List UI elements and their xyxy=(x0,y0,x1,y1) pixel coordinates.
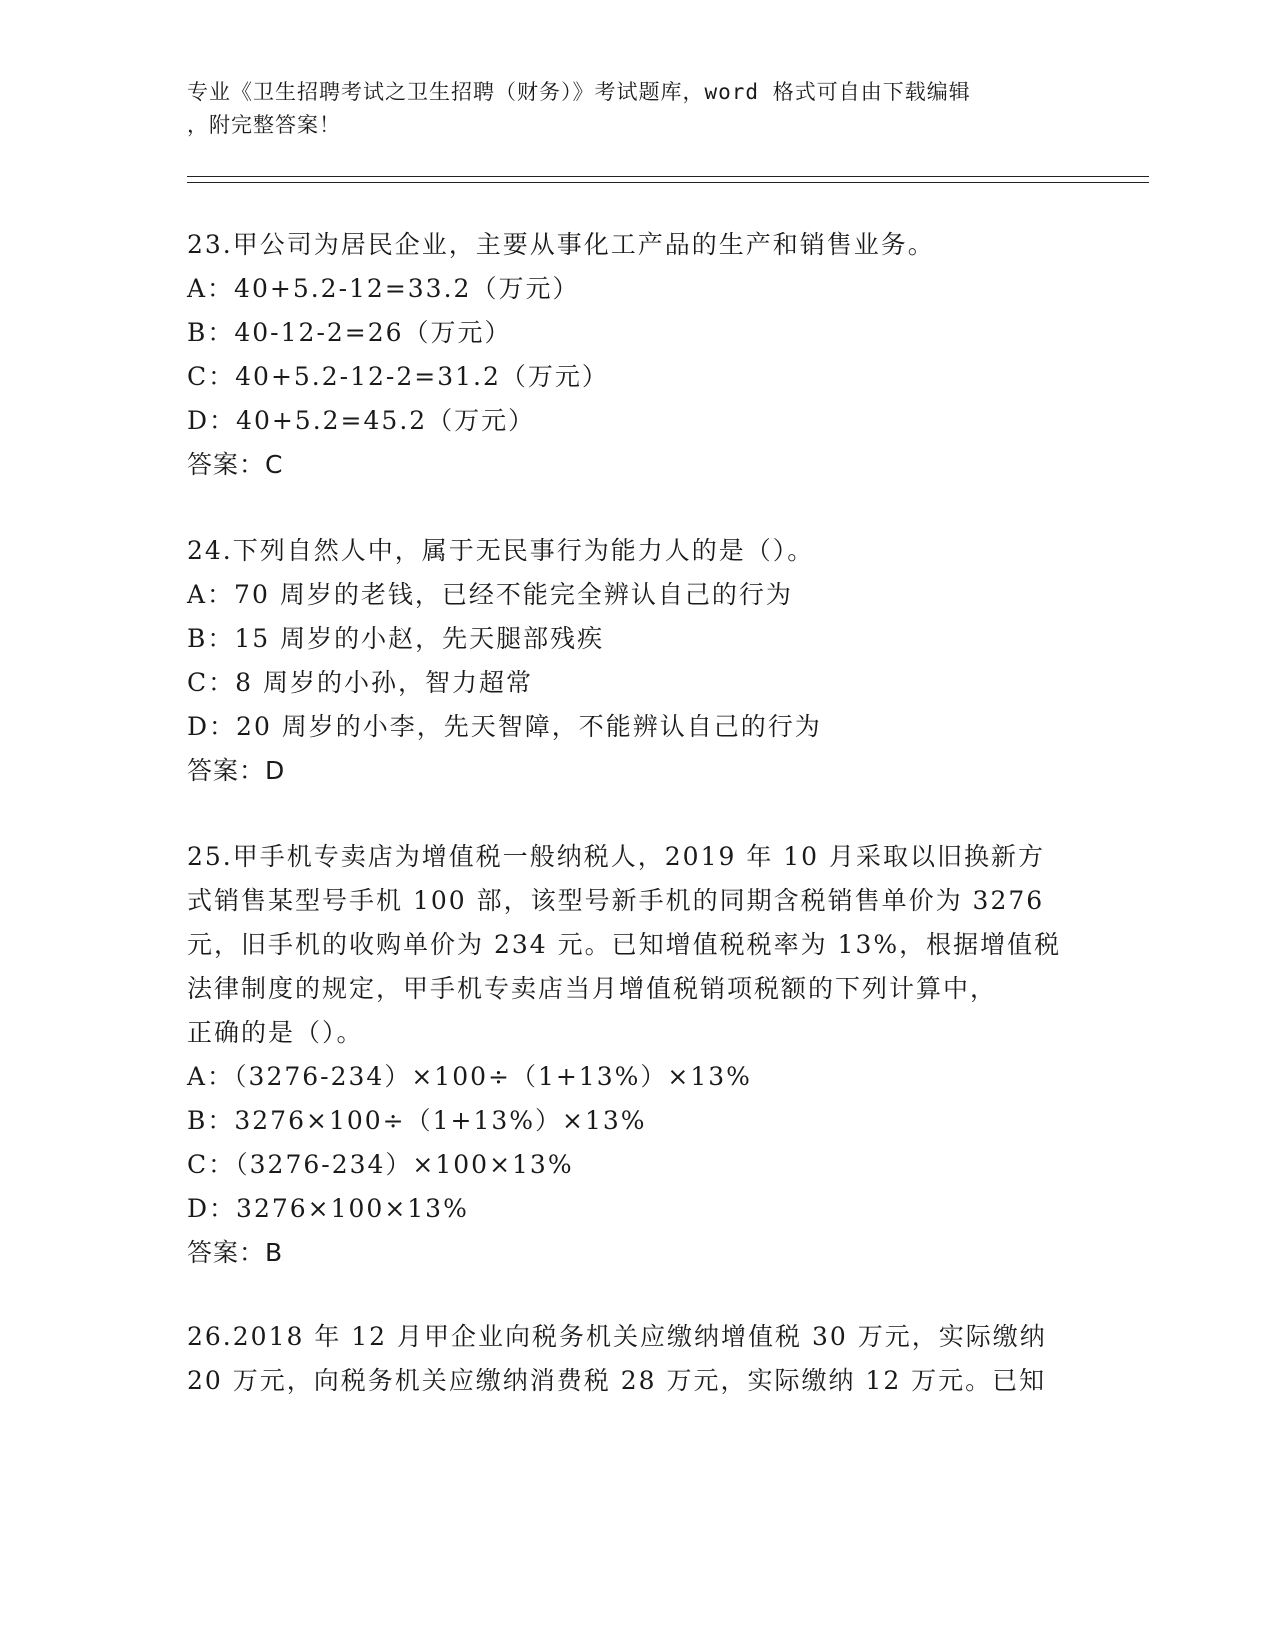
question-24-option-d: D：20 周岁的小李，先天智障，不能辨认自己的行为 xyxy=(187,712,822,741)
question-25-option-b: B：3276×100÷（1+13%）×13% xyxy=(187,1106,647,1135)
question-26-stem-line-1: 26.2018 年 12 月甲企业向税务机关应缴纳增值税 30 万元，实际缴纳 xyxy=(187,1322,1047,1351)
question-23-option-d: D：40+5.2=45.2（万元） xyxy=(187,406,536,435)
question-23-option-a: A：40+5.2-12=33.2（万元） xyxy=(187,274,580,303)
question-25-answer: 答案：B xyxy=(187,1238,284,1267)
question-26-stem-line-2: 20 万元，向税务机关应缴纳消费税 28 万元，实际缴纳 12 万元。已知 xyxy=(187,1366,1047,1395)
question-25-stem-line-2: 式销售某型号手机 100 部，该型号新手机的同期含税销售单价为 3276 xyxy=(187,886,1045,915)
question-23-stem: 23.甲公司为居民企业，主要从事化工产品的生产和销售业务。 xyxy=(187,230,935,259)
question-25-stem-line-4: 法律制度的规定，甲手机专卖店当月增值税销项税额的下列计算中， xyxy=(187,974,998,1003)
question-25-stem-line-5: 正确的是（）。 xyxy=(187,1018,364,1047)
header-divider-bottom xyxy=(187,182,1149,183)
question-24-option-b: B：15 周岁的小赵，先天腿部残疾 xyxy=(187,624,605,653)
question-24-stem: 24.下列自然人中，属于无民事行为能力人的是（）。 xyxy=(187,536,815,565)
question-25-stem-line-1: 25.甲手机专卖店为增值税一般纳税人，2019 年 10 月采取以旧换新方 xyxy=(187,842,1046,871)
header-divider-top xyxy=(187,176,1149,177)
question-24-option-a: A：70 周岁的老钱，已经不能完全辨认自己的行为 xyxy=(187,580,793,609)
question-25-option-a: A：（3276-234）×100÷（1+13%）×13% xyxy=(187,1062,752,1091)
question-25-option-d: D：3276×100×13% xyxy=(187,1194,469,1223)
question-23-option-b: B：40-12-2=26（万元） xyxy=(187,318,512,347)
question-23-answer: 答案：C xyxy=(187,450,284,479)
question-25-stem-line-3: 元，旧手机的收购单价为 234 元。已知增值税税率为 13%，根据增值税 xyxy=(187,930,1062,959)
document-header xyxy=(187,76,1067,142)
question-24-answer: 答案：D xyxy=(187,756,286,785)
question-24-option-c: C：8 周岁的小孙，智力超常 xyxy=(187,668,533,697)
header-line-1: 专业《卫生招聘考试之卫生招聘（财务）》考试题库，word 格式可自由下载编辑 xyxy=(187,80,971,104)
question-25-option-c: C：（3276-234）×100×13% xyxy=(187,1150,574,1179)
question-23-option-c: C：40+5.2-12-2=31.2（万元） xyxy=(187,362,609,391)
header-line-2: ，附完整答案！ xyxy=(187,113,341,137)
